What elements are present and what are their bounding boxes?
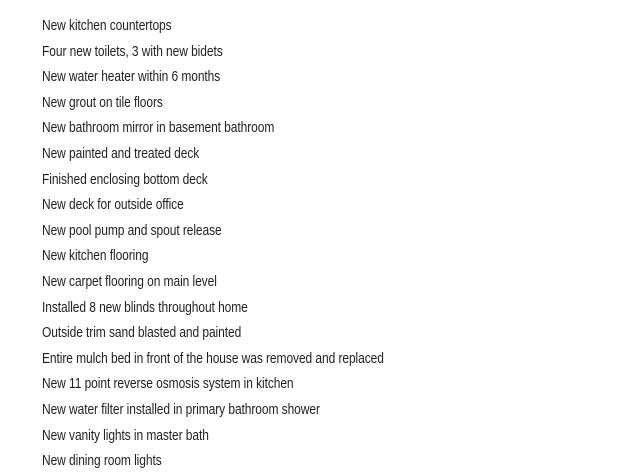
list-item: New pool pump and spout release bbox=[42, 221, 222, 239]
list-item: New carpet flooring on main level bbox=[42, 272, 217, 290]
list-item: Four new toilets, 3 with new bidets bbox=[42, 42, 223, 60]
list-item: New vanity lights in master bath bbox=[42, 426, 209, 444]
list-item: New water filter installed in primary bathroom shower bbox=[42, 400, 320, 418]
list-item: Finished enclosing bottom deck bbox=[42, 170, 208, 188]
list-item: Entire mulch bed in front of the house was removed and replaced bbox=[42, 349, 384, 367]
list-item: New water heater within 6 months bbox=[42, 68, 221, 86]
list-item: New grout on tile floors bbox=[42, 93, 163, 111]
list-item: New dining room lights bbox=[42, 452, 162, 470]
list-item: Outside trim sand blasted and painted bbox=[42, 324, 242, 342]
list-item: New 11 point reverse osmosis system in kitchen bbox=[42, 375, 294, 393]
list-item: New kitchen countertops bbox=[42, 17, 172, 34]
list-item: New kitchen flooring bbox=[42, 247, 149, 265]
upgrade-list bbox=[42, 13, 469, 474]
list-item: New bathroom mirror in basement bathroom bbox=[42, 119, 275, 137]
list-item: New painted and treated deck bbox=[42, 144, 200, 162]
list-item: Installed 8 new blinds throughout home bbox=[42, 298, 248, 316]
list-item: New deck for outside office bbox=[42, 196, 184, 214]
